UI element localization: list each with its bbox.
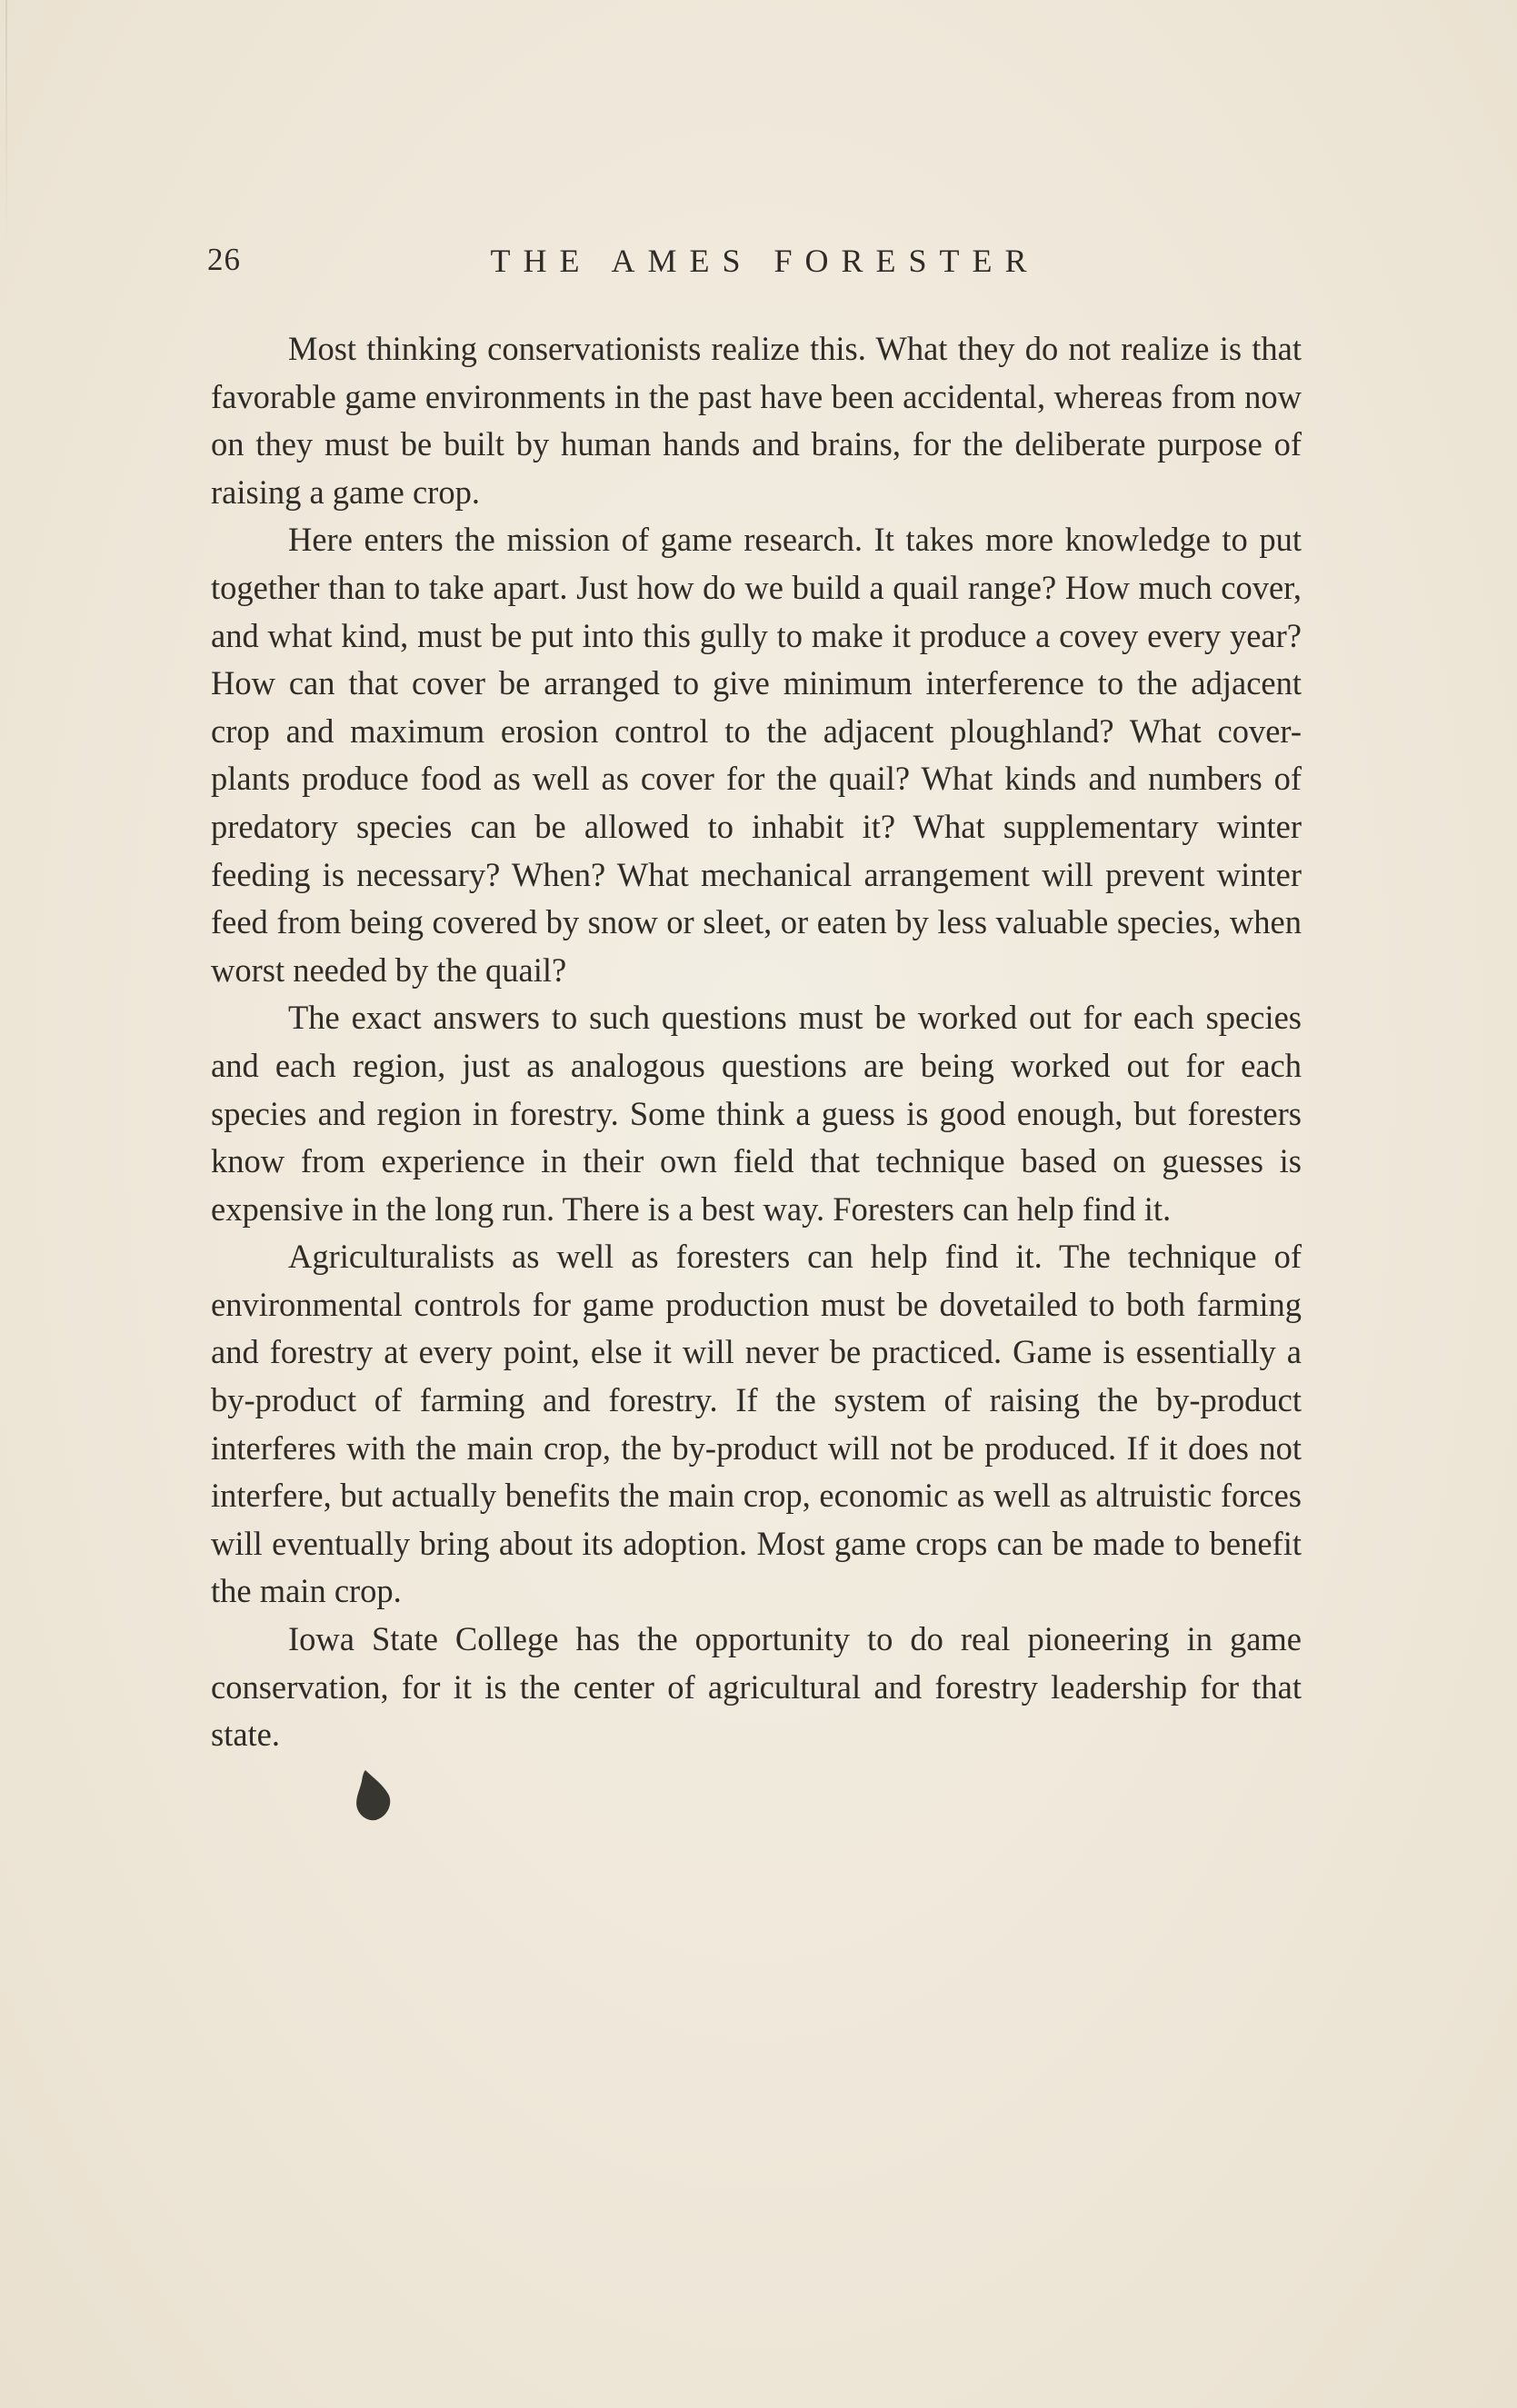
paragraph-2: Here enters the mission of game research. It takes more knowledge to put together than to take apart. Just how do we build a quail range? How much cover, and what kind, must be put into this gully to make it produce a covey every year? How can that cover be arranged to give minimum interference to the adjacent crop and maximum erosion control to the adjacent ploughland? What cover-plants produce food as well as cover for the quail? What kinds and numbers of predatory species can be allowed to inhabit it? What supplementary winter feeding is necessary? When? What mechanical arrangement will prevent winter feed from being covered by snow or sleet, or eaten by less valuable species, when worst needed by the quail? — [211, 521, 1302, 989]
page-number: 26 — [207, 242, 241, 277]
article-body — [211, 325, 1302, 1759]
ink-blot-mark — [353, 1768, 393, 1823]
paragraph-4: Agriculturalists as well as foresters can help find it. The technique of environmental controls for game production must be dovetailed to both farming and forestry at every point, else it will never be practiced. Game is essentially a by-product of farming and forestry. If the system of raising the by-product interferes with the main crop, the by-product will not be produced. If it does not interfere, but actually benefits the main crop, economic as well as altruistic forces will eventually bring about its adoption. Most game crops can be made to benefit the main crop. — [211, 1238, 1302, 1610]
paragraph-3: The exact answers to such questions must be worked out for each species and each region, just as analogous questions are being worked out for each species and region in forestry. Some think a guess is good enough, but foresters know from experience in their own field that technique based on guesses is expensive in the long run. There is a best way. Foresters can help find it. — [211, 999, 1302, 1228]
paper-edge-mark — [5, 0, 7, 245]
paragraph-5: Iowa State College has the opportunity to do real pioneering in game conservation, for it is the center of agricultural and forestry leadership for that state. — [211, 1620, 1302, 1754]
paragraph-1: Most thinking conservationists realize this. What they do not realize is that favorable game environments in the past have been accidental, whereas from now on they must be built by human hands and brains, for the deliberate purpose of raising a game crop. — [211, 330, 1302, 511]
running-title: THE AMES FORESTER — [490, 243, 1040, 279]
